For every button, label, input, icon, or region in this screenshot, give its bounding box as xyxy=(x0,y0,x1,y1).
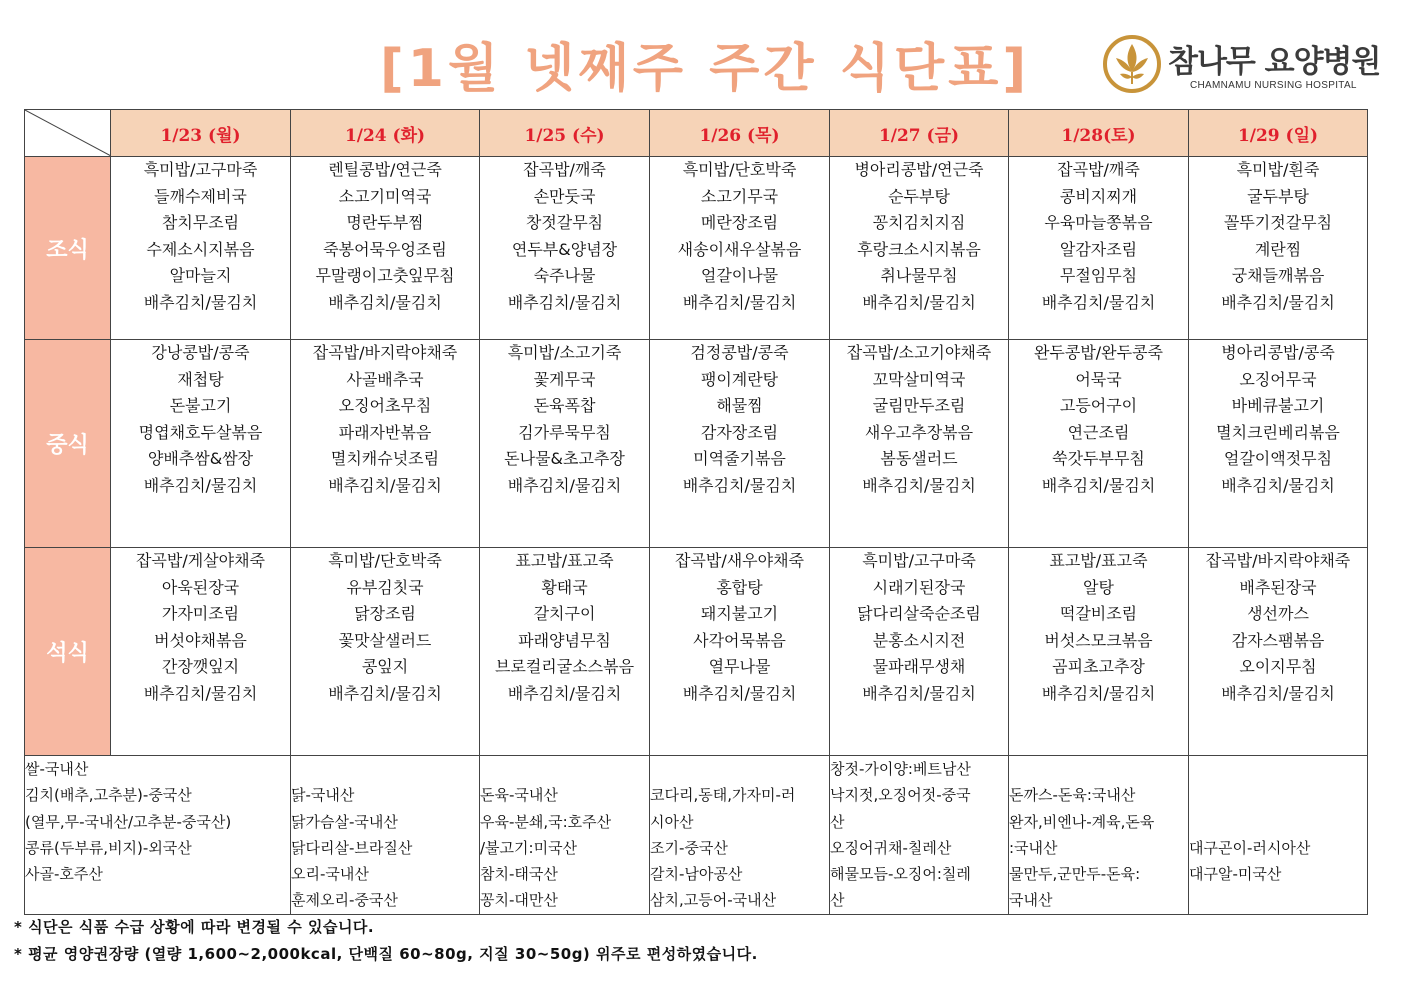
menu-item: 잡곡밥/소고기야채죽 xyxy=(846,343,992,362)
origin-line: 해물모듬-오징어:칠레 xyxy=(830,865,971,884)
menu-item: 시래기된장국 xyxy=(872,577,966,597)
menu-item: 곰피초고추장 xyxy=(1052,657,1145,677)
menu-item: 흑미밥/단호박죽 xyxy=(682,160,797,179)
menu-item: 배추김치/물김치 xyxy=(862,475,976,495)
origin-line xyxy=(1189,756,1367,782)
origin-line: 완자,비엔나-계육,돈육 xyxy=(1009,812,1155,831)
menu-item: 잡곡밥/바지락야채죽 xyxy=(1205,551,1351,570)
menu-item: 연두부&양념장 xyxy=(511,239,618,259)
menu-cell xyxy=(830,157,1009,340)
menu-item: 닭장조림 xyxy=(354,604,416,624)
menu-cell xyxy=(111,340,291,548)
origin-line: 닭가슴살-국내산 xyxy=(291,812,398,831)
menu-cell xyxy=(1009,340,1189,548)
origin-line: 물만두,군만두-돈육: xyxy=(1009,865,1141,884)
menu-item: 배추김치/물김치 xyxy=(682,683,797,703)
menu-item: 잡곡밥/새우야채죽 xyxy=(674,551,805,570)
menu-item: 알탕 xyxy=(1083,577,1114,597)
menu-item: 완두콩밥/완두콩죽 xyxy=(1033,343,1164,362)
day-header-row xyxy=(25,110,1368,157)
menu-item: 메란장조림 xyxy=(700,213,779,233)
origin-line: 조기-중국산 xyxy=(650,838,728,857)
meal-row-lunch xyxy=(25,340,1368,548)
origin-line xyxy=(1189,887,1367,913)
origin-cell xyxy=(650,756,830,915)
menu-item: 명란두부찜 xyxy=(346,213,424,233)
menu-cell xyxy=(111,157,291,340)
menu-item: 꼬막살미역국 xyxy=(872,369,966,389)
origin-line: 국내산 xyxy=(1009,891,1053,910)
origin-line: 콩류(두부류,비지)-외국산 xyxy=(25,838,192,857)
origin-line xyxy=(291,756,479,782)
origin-line: (열무,무-국내산/고추분-중국산) xyxy=(25,812,232,831)
menu-cell xyxy=(650,340,830,548)
meal-row-dinner xyxy=(25,548,1368,756)
origin-cell xyxy=(480,756,650,915)
menu-cell xyxy=(830,548,1009,756)
menu-item: 사각어묵볶음 xyxy=(693,630,786,650)
menu-cell xyxy=(291,157,480,340)
menu-item: 열무나물 xyxy=(708,657,771,677)
menu-item: 콩잎지 xyxy=(361,657,409,677)
menu-item: 순두부탕 xyxy=(888,186,950,206)
menu-cell xyxy=(291,340,480,548)
menu-item: 손만둣국 xyxy=(533,186,596,206)
menu-item: 배추김치/물김치 xyxy=(682,292,797,312)
menu-item: 배추김치/물김치 xyxy=(328,475,442,495)
menu-item: 생선까스 xyxy=(1247,604,1309,624)
menu-item: 무절임무침 xyxy=(1059,266,1138,286)
menu-item: 배추김치/물김치 xyxy=(143,683,258,703)
day-header-fri: 1/27 (금) xyxy=(830,110,1009,157)
menu-item: 배추김치/물김치 xyxy=(507,292,622,312)
menu-item: 닭다리살죽순조림 xyxy=(857,604,981,624)
origin-line: 대구곤이-러시아산 xyxy=(1189,838,1311,857)
menu-item: 콩비지찌개 xyxy=(1059,186,1138,206)
menu-item: 꼴뚜기젓갈무침 xyxy=(1223,213,1333,233)
menu-item: 오징어초무침 xyxy=(338,396,432,416)
menu-item: 멸치캐슈넛조림 xyxy=(330,449,440,469)
menu-item: 가자미조림 xyxy=(161,604,240,624)
origin-line: 닭-국내산 xyxy=(291,786,355,805)
day-header-thu: 1/26 (목) xyxy=(650,110,830,157)
origin-line: /불고기:미국산 xyxy=(480,838,578,857)
menu-item: 새송이새우살볶음 xyxy=(677,239,802,259)
origin-line: 낙지젓,오징어젓-중국 xyxy=(830,786,971,805)
menu-item: 배추김치/물김치 xyxy=(862,683,976,703)
origin-row xyxy=(25,756,1368,915)
menu-item: 배추김치/물김치 xyxy=(1041,475,1156,495)
menu-item: 소고기미역국 xyxy=(338,186,432,206)
menu-item: 흑미밥/고구마죽 xyxy=(862,551,976,570)
menu-item: 알감자조림 xyxy=(1059,239,1138,259)
menu-item: 얼갈이나물 xyxy=(700,266,779,286)
origin-line: 오리-국내산 xyxy=(291,865,369,884)
menu-item: 배추김치/물김치 xyxy=(682,475,797,495)
menu-item: 배추김치/물김치 xyxy=(1041,292,1156,312)
menu-item: 돈불고기 xyxy=(169,396,232,416)
origin-line xyxy=(650,756,829,782)
menu-item: 굴림만두조림 xyxy=(872,396,966,416)
menu-item: 꽃맛살샐러드 xyxy=(338,630,432,650)
origin-line: 코다리,동태,가자미-러 xyxy=(650,786,796,805)
origin-cell xyxy=(1189,756,1368,915)
menu-item: 계란찜 xyxy=(1254,239,1302,259)
menu-item: 병아리콩밥/콩죽 xyxy=(1221,343,1335,362)
meal-label-breakfast: 조식 xyxy=(25,157,111,340)
menu-item: 팽이계란탕 xyxy=(700,369,779,389)
menu-cell xyxy=(480,548,650,756)
day-header-wed: 1/25 (수) xyxy=(480,110,650,157)
origin-line: 닭다리살-브라질산 xyxy=(291,838,413,857)
menu-item: 배추김치/물김치 xyxy=(143,475,258,495)
menu-item: 떡갈비조림 xyxy=(1059,604,1138,624)
menu-cell xyxy=(1189,340,1368,548)
menu-item: 배추김치/물김치 xyxy=(862,292,976,312)
origin-line: 참치-태국산 xyxy=(480,865,558,884)
menu-cell xyxy=(1009,157,1189,340)
menu-item: 배추김치/물김치 xyxy=(507,475,622,495)
menu-item: 멸치크린베리볶음 xyxy=(1216,422,1340,442)
menu-item: 배추김치/물김치 xyxy=(328,683,442,703)
menu-cell xyxy=(291,548,480,756)
menu-cell xyxy=(480,340,650,548)
menu-item: 오이지무침 xyxy=(1239,657,1317,677)
origin-line xyxy=(480,756,649,782)
menu-item: 꽃게무국 xyxy=(533,369,596,389)
menu-item: 파래양념무침 xyxy=(518,630,611,650)
origin-line: 시아산 xyxy=(650,812,694,831)
menu-item: 우육마늘쫑볶음 xyxy=(1044,213,1153,233)
meal-row-breakfast xyxy=(25,157,1368,340)
origin-line: 훈제오리-중국산 xyxy=(291,891,398,910)
menu-cell xyxy=(111,548,291,756)
meal-label-lunch: 중식 xyxy=(25,340,111,548)
menu-item: 아욱된장국 xyxy=(161,577,240,597)
menu-item: 렌틸콩밥/연근죽 xyxy=(328,160,442,179)
notes xyxy=(14,914,758,968)
menu-item: 굴두부탕 xyxy=(1247,186,1309,206)
origin-line: 돈육-국내산 xyxy=(480,786,558,805)
origin-cell xyxy=(291,756,480,915)
menu-item: 김가루묵무침 xyxy=(518,422,611,442)
menu-item: 봄동샐러드 xyxy=(880,449,958,469)
hospital-subtitle: CHAMNAMU NURSING HOSPITAL xyxy=(1190,80,1357,91)
menu-item: 얼갈이액젓무침 xyxy=(1223,449,1333,469)
menu-item: 표고밥/표고죽 xyxy=(1049,551,1148,570)
menu-item: 연근조림 xyxy=(1067,422,1130,442)
menu-item: 오징어무국 xyxy=(1239,369,1317,389)
menu-item: 배추김치/물김치 xyxy=(143,292,258,312)
menu-item: 창젓갈무침 xyxy=(525,213,604,233)
menu-item: 어묵국 xyxy=(1075,369,1122,389)
menu-item: 브로컬리굴소스볶음 xyxy=(494,657,635,677)
menu-item: 소고기무국 xyxy=(700,186,779,206)
day-header-mon: 1/23 (월) xyxy=(111,110,291,157)
menu-item: 물파래무생채 xyxy=(872,657,966,677)
menu-item: 홍합탕 xyxy=(716,577,763,597)
origin-line: 대구알-미국산 xyxy=(1189,865,1282,884)
hospital-name: 참나무 요양병원 xyxy=(1168,44,1381,80)
menu-item: 돈육폭찹 xyxy=(533,396,596,416)
menu-item: 죽봉어묵우엉조림 xyxy=(323,239,447,259)
weekly-menu-table xyxy=(24,109,1368,915)
menu-item: 재첩탕 xyxy=(177,369,224,389)
menu-item: 배추된장국 xyxy=(1239,577,1317,597)
menu-item: 갈치구이 xyxy=(533,604,596,624)
origin-line: 꽁치-대만산 xyxy=(480,891,558,910)
menu-item: 배추김치/물김치 xyxy=(1041,683,1156,703)
hospital-logo xyxy=(1100,34,1381,96)
menu-cell xyxy=(480,157,650,340)
diagonal-line xyxy=(25,110,111,156)
menu-item: 분홍소시지전 xyxy=(872,630,966,650)
menu-item: 간장깻잎지 xyxy=(161,657,240,677)
menu-cell xyxy=(1189,157,1368,340)
menu-item: 돈나물&초고추장 xyxy=(504,449,625,469)
origin-line xyxy=(1189,809,1367,835)
day-header-sat: 1/28(토) xyxy=(1009,110,1189,157)
menu-item: 수제소시지볶음 xyxy=(146,239,255,259)
origin-line: 오징어귀채-칠레산 xyxy=(830,838,952,857)
menu-item: 새우고추장볶음 xyxy=(864,422,974,442)
menu-item: 미역줄기볶음 xyxy=(693,449,786,469)
menu-item: 참치무조림 xyxy=(161,213,240,233)
menu-item: 해물찜 xyxy=(716,396,763,416)
menu-item: 배추김치/물김치 xyxy=(1221,683,1335,703)
origin-line: 삼치,고등어-국내산 xyxy=(650,891,777,910)
menu-item: 흑미밥/고구마죽 xyxy=(143,160,258,179)
origin-line: 돈까스-돈육:국내산 xyxy=(1009,786,1136,805)
origin-line xyxy=(1009,756,1188,782)
menu-item: 고등어구이 xyxy=(1059,396,1138,416)
menu-item: 흑미밥/흰죽 xyxy=(1236,160,1320,179)
meal-label-dinner: 석식 xyxy=(25,548,111,756)
menu-item: 후랑크소시지볶음 xyxy=(857,239,981,259)
menu-item: 바베큐불고기 xyxy=(1231,396,1325,416)
menu-cell xyxy=(1189,548,1368,756)
menu-item: 감자스팸볶음 xyxy=(1231,630,1325,650)
menu-item: 황태국 xyxy=(541,577,588,597)
menu-item: 버섯스모크볶음 xyxy=(1044,630,1153,650)
day-header-sun: 1/29 (일) xyxy=(1189,110,1368,157)
menu-item: 돼지불고기 xyxy=(700,604,779,624)
menu-item: 배추김치/물김치 xyxy=(328,292,442,312)
origin-line: :국내산 xyxy=(1009,838,1058,857)
menu-item: 잡곡밥/바지락야채죽 xyxy=(312,343,458,362)
origin-line: 산 xyxy=(830,812,845,831)
menu-item: 취나물무침 xyxy=(880,266,958,286)
origin-line: 쌀-국내산 xyxy=(25,760,89,778)
menu-item: 알마늘지 xyxy=(169,266,232,286)
menu-item: 사골배추국 xyxy=(346,369,424,389)
menu-item: 궁채들깨볶음 xyxy=(1231,266,1325,286)
menu-item: 쑥갓두부무침 xyxy=(1052,449,1145,469)
oak-leaf-emblem-icon xyxy=(1102,34,1162,94)
origin-line: 김치(배추,고추분)-중국산 xyxy=(25,786,192,805)
menu-item: 강낭콩밥/콩죽 xyxy=(151,343,250,362)
menu-item: 흑미밥/소고기죽 xyxy=(507,343,622,362)
origin-line: 갈치-남아공산 xyxy=(650,865,743,884)
corner-cell xyxy=(25,110,111,157)
menu-item: 유부김칫국 xyxy=(346,577,424,597)
menu-item: 병아리콩밥/연근죽 xyxy=(854,160,984,179)
menu-cell xyxy=(650,157,830,340)
origin-cell xyxy=(25,756,291,915)
menu-item: 들깨수제비국 xyxy=(154,186,247,206)
origin-cell xyxy=(1009,756,1189,915)
menu-item: 파래자반볶음 xyxy=(338,422,432,442)
menu-item: 잡곡밥/깨죽 xyxy=(1057,160,1140,179)
note-line: * 평균 영양권장량 (열량 1,600~2,000kcal, 단백질 60~80g, 지질 30~50g) 위주로 편성하였습니다. xyxy=(14,945,758,963)
menu-cell xyxy=(650,548,830,756)
menu-item: 감자장조림 xyxy=(700,422,779,442)
menu-item: 무말랭이고춧잎무침 xyxy=(315,266,455,286)
menu-item: 검정콩밥/콩죽 xyxy=(690,343,789,362)
origin-line: 창젓-가이양:베트남산 xyxy=(830,760,971,778)
note-line: * 식단은 식품 수급 상황에 따라 변경될 수 있습니다. xyxy=(14,918,375,936)
origin-line: 우육-분쇄,국:호주산 xyxy=(480,812,612,831)
menu-item: 잡곡밥/깨죽 xyxy=(523,160,606,179)
menu-item: 명엽채호두살볶음 xyxy=(138,422,263,442)
menu-item: 꽁치김치지짐 xyxy=(872,213,966,233)
day-header-tue: 1/24 (화) xyxy=(291,110,480,157)
menu-item: 배추김치/물김치 xyxy=(1221,292,1335,312)
page-title: [1월 넷째주 주간 식단표] xyxy=(380,39,1031,99)
menu-cell xyxy=(1009,548,1189,756)
origin-cell xyxy=(830,756,1009,915)
menu-item: 표고밥/표고죽 xyxy=(515,551,614,570)
menu-item: 잡곡밥/게살야채죽 xyxy=(135,551,266,570)
menu-item: 양배추쌈&쌈장 xyxy=(147,449,254,469)
menu-item: 배추김치/물김치 xyxy=(507,683,622,703)
menu-item: 버섯야채볶음 xyxy=(154,630,247,650)
menu-cell xyxy=(830,340,1009,548)
menu-item: 흑미밥/단호박죽 xyxy=(328,551,442,570)
menu-item: 숙주나물 xyxy=(533,266,596,286)
origin-line: 산 xyxy=(830,891,845,910)
origin-line xyxy=(1189,782,1367,808)
menu-item: 배추김치/물김치 xyxy=(1221,475,1335,495)
origin-line: 사골-호주산 xyxy=(25,865,103,884)
